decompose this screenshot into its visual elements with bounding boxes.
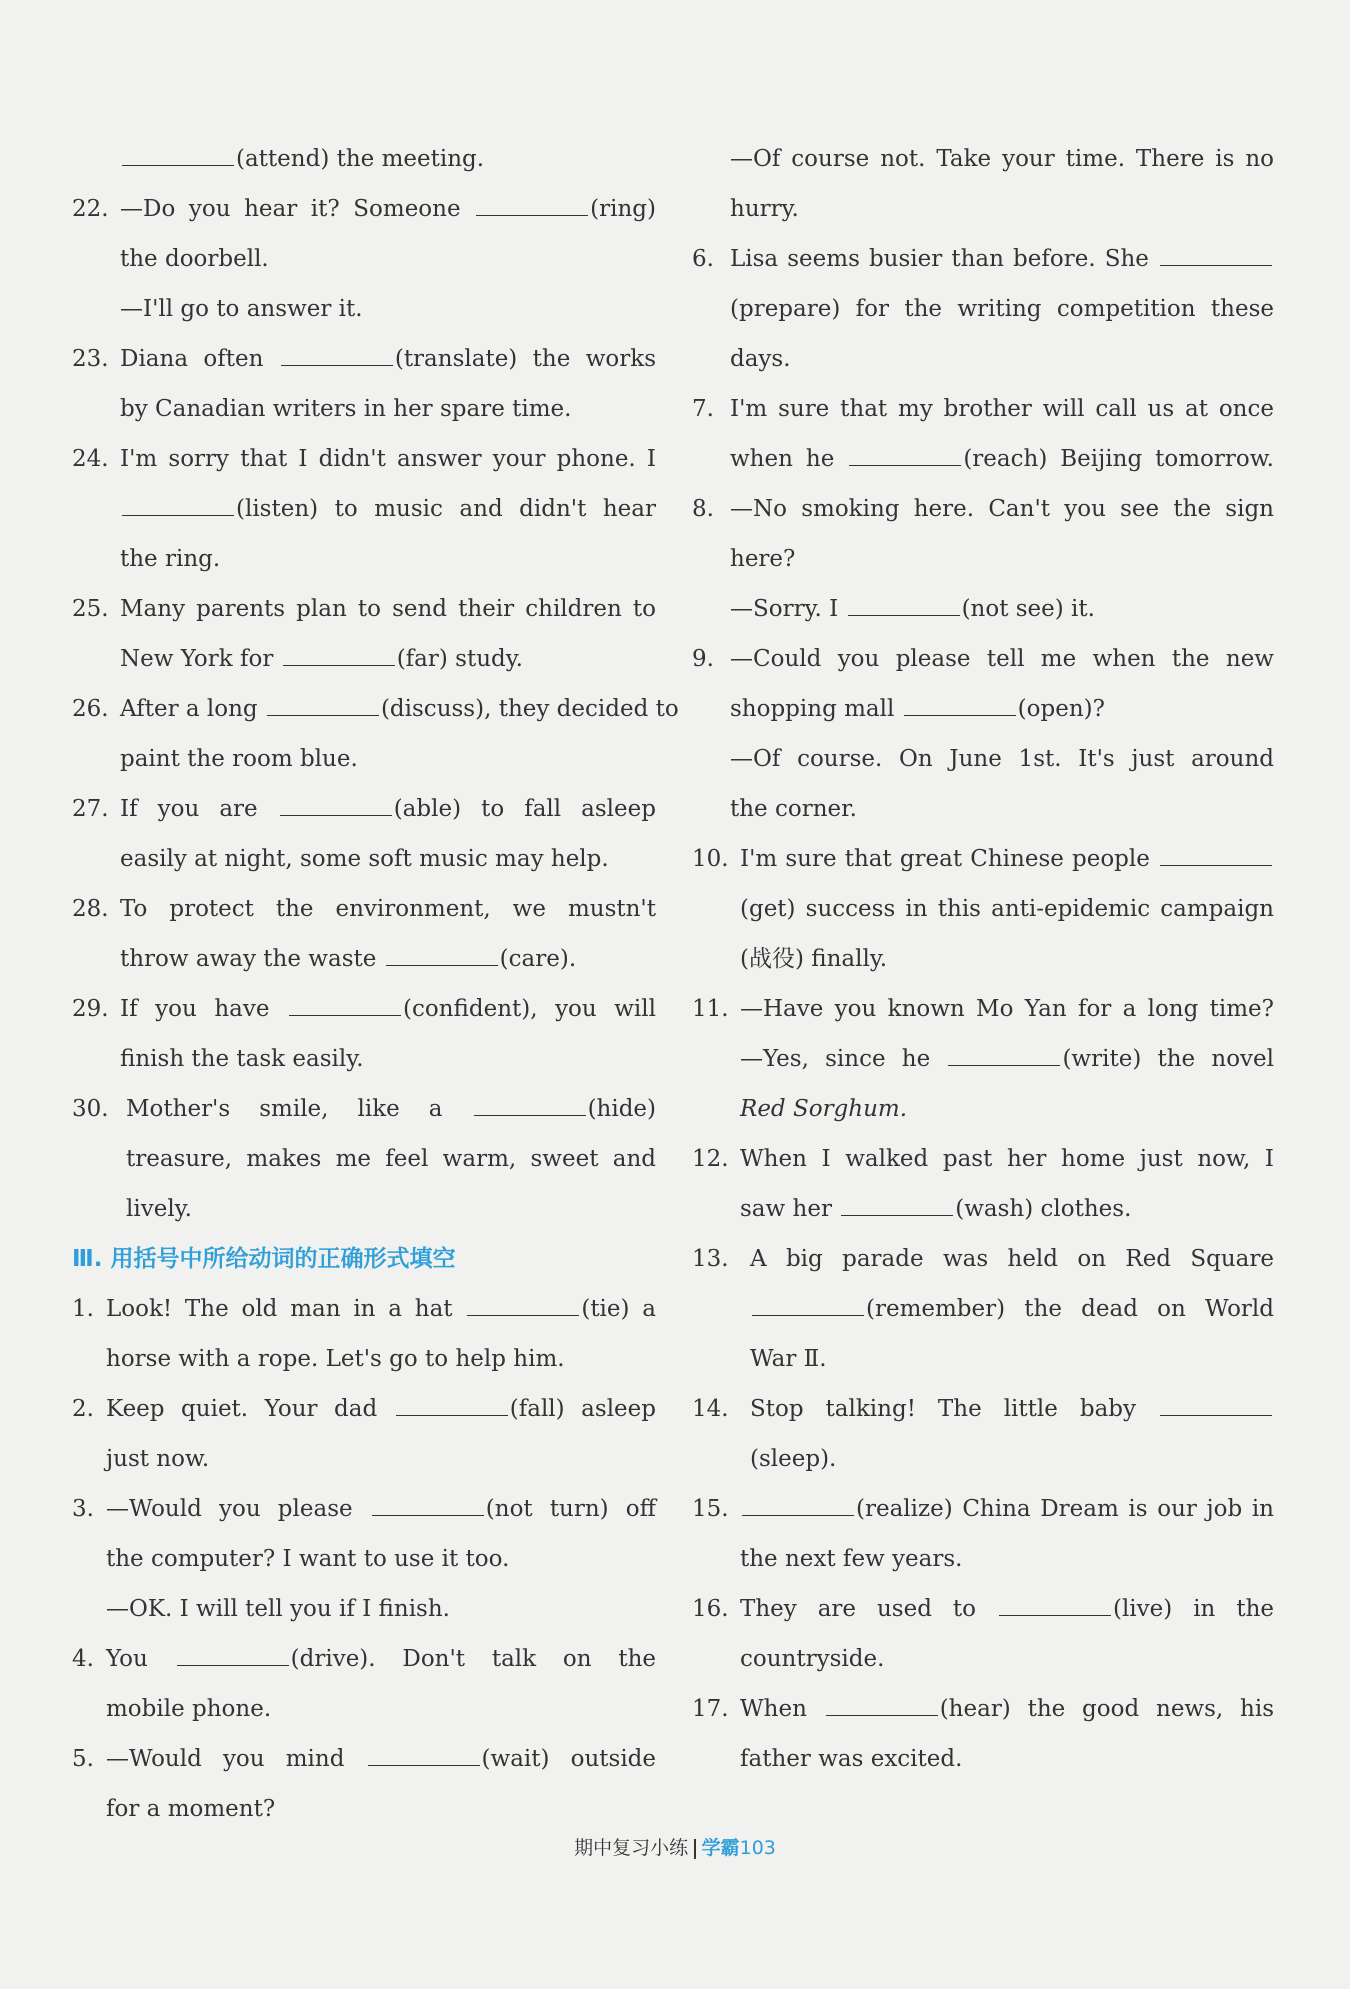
answer-blank[interactable] bbox=[386, 947, 498, 966]
question-2: 2. Keep quiet. Your dad (fall) asleep just now. bbox=[72, 1384, 656, 1484]
answer-blank[interactable] bbox=[372, 1497, 484, 1516]
question-13: 13. A big parade was held on Red Square (remember) the dead on World War Ⅱ. bbox=[692, 1234, 1274, 1384]
question-number: 28. bbox=[72, 896, 109, 922]
question-number: 22. bbox=[72, 196, 109, 222]
question-21-continued: (attend) the meeting. bbox=[72, 134, 656, 184]
question-number: 10. bbox=[692, 846, 729, 872]
answer-blank[interactable] bbox=[904, 697, 1016, 716]
question-number: 3. bbox=[72, 1496, 94, 1522]
answer-blank[interactable] bbox=[267, 697, 379, 716]
question-16: 16. They are used to (live) in the countryside. bbox=[692, 1584, 1274, 1684]
left-column bbox=[72, 134, 679, 1834]
question-26: 26. After a long (discuss), they decided to paint the room blue. bbox=[72, 684, 656, 784]
answer-blank[interactable] bbox=[841, 1197, 953, 1216]
answer-blank[interactable] bbox=[849, 447, 961, 466]
right-column bbox=[692, 134, 1274, 1784]
answer-blank[interactable] bbox=[752, 1297, 864, 1316]
question-14: 14. Stop talking! The little baby (sleep). bbox=[692, 1384, 1274, 1484]
question-number: 6. bbox=[692, 246, 714, 272]
answer-blank[interactable] bbox=[999, 1597, 1111, 1616]
question-number: 8. bbox=[692, 496, 714, 522]
question-27: 27. If you are (able) to fall asleep easily at night, some soft music may help. bbox=[72, 784, 656, 884]
question-22: 22. —Do you hear it? Someone (ring) the doorbell. —I'll go to answer it. bbox=[72, 184, 656, 334]
question-number: 25. bbox=[72, 596, 109, 622]
question-number: 13. bbox=[692, 1246, 729, 1272]
footer-label: 期中复习小练 bbox=[574, 1837, 689, 1859]
question-1: 1. Look! The old man in a hat (tie) a horse with a rope. Let's go to help him. bbox=[72, 1284, 656, 1384]
question-24: 24. I'm sorry that I didn't answer your phone. I (listen) to music and didn't hear the ring. bbox=[72, 434, 656, 584]
question-number: 27. bbox=[72, 796, 109, 822]
page-number: 103 bbox=[739, 1837, 776, 1859]
question-29: 29. If you have (confident), you will finish the task easily. bbox=[72, 984, 656, 1084]
question-28: 28. To protect the environment, we mustn't throw away the waste (care). bbox=[72, 884, 656, 984]
question-3: 3. —Would you please (not turn) off the computer? I want to use it too. —OK. I will tell you if I finish. bbox=[72, 1484, 656, 1634]
footer-brand: 学霸 bbox=[701, 1837, 740, 1859]
question-number: 17. bbox=[692, 1696, 729, 1722]
answer-blank[interactable] bbox=[948, 1047, 1060, 1066]
page-footer bbox=[0, 1833, 1350, 1860]
question-number: 9. bbox=[692, 646, 714, 672]
answer-blank[interactable] bbox=[122, 497, 234, 516]
question-15: 15. (realize) China Dream is our job in the next few years. bbox=[692, 1484, 1274, 1584]
question-4: 4. You (drive). Don't talk on the mobile phone. bbox=[72, 1634, 656, 1734]
answer-blank[interactable] bbox=[476, 197, 588, 216]
question-number: 14. bbox=[692, 1396, 729, 1422]
answer-blank[interactable] bbox=[474, 1097, 586, 1116]
question-10: 10. I'm sure that great Chinese people (get) success in this anti-epidemic campaign (战役) finally. bbox=[692, 834, 1274, 984]
question-number: 12. bbox=[692, 1146, 729, 1172]
question-number: 24. bbox=[72, 446, 109, 472]
section-heading: Ⅲ. 用括号中所给动词的正确形式填空 bbox=[72, 1246, 456, 1272]
question-number: 23. bbox=[72, 346, 109, 372]
question-5-continued: —Of course not. Take your time. There is no hurry. bbox=[730, 146, 1274, 222]
question-17: 17. When (hear) the good news, his father was excited. bbox=[692, 1684, 1274, 1784]
question-9: 9. —Could you please tell me when the new shopping mall (open)? —Of course. On June 1st. It's just around the corner. bbox=[692, 634, 1274, 834]
novel-title: Red Sorghum. bbox=[740, 1096, 908, 1122]
answer-blank[interactable] bbox=[281, 347, 393, 366]
question-12: 12. When I walked past her home just now, I saw her (wash) clothes. bbox=[692, 1134, 1274, 1234]
question-25: 25. Many parents plan to send their children to New York for (far) study. bbox=[72, 584, 656, 684]
question-number: 16. bbox=[692, 1596, 729, 1622]
answer-blank[interactable] bbox=[1160, 847, 1272, 866]
question-number: 2. bbox=[72, 1396, 94, 1422]
question-23: 23. Diana often (translate) the works by Canadian writers in her spare time. bbox=[72, 334, 656, 434]
question-number: 30. bbox=[72, 1096, 109, 1122]
answer-blank[interactable] bbox=[368, 1747, 480, 1766]
question-30: 30. Mother's smile, like a (hide) treasure, makes me feel warm, sweet and lively. bbox=[72, 1084, 656, 1234]
question-11: 11. —Have you known Mo Yan for a long time? —Yes, since he (write) the novel Red Sorghum. bbox=[692, 984, 1274, 1134]
answer-blank[interactable] bbox=[289, 997, 401, 1016]
question-6: 6. Lisa seems busier than before. She (prepare) for the writing competition these days. bbox=[692, 234, 1274, 384]
answer-blank[interactable] bbox=[1160, 1397, 1272, 1416]
question-number: 1. bbox=[72, 1296, 94, 1322]
answer-blank[interactable] bbox=[122, 147, 234, 166]
answer-blank[interactable] bbox=[742, 1497, 854, 1516]
answer-blank[interactable] bbox=[826, 1697, 938, 1716]
question-number: 7. bbox=[692, 396, 714, 422]
answer-blank[interactable] bbox=[396, 1397, 508, 1416]
question-8: 8. —No smoking here. Can't you see the sign here? —Sorry. I (not see) it. bbox=[692, 484, 1274, 634]
answer-blank[interactable] bbox=[467, 1297, 579, 1316]
question-7: 7. I'm sure that my brother will call us at once when he (reach) Beijing tomorrow. bbox=[692, 384, 1274, 484]
footer-divider bbox=[694, 1839, 696, 1859]
question-number: 29. bbox=[72, 996, 109, 1022]
question-number: 15. bbox=[692, 1496, 729, 1522]
question-number: 5. bbox=[72, 1746, 94, 1772]
answer-blank[interactable] bbox=[1160, 247, 1272, 266]
answer-blank[interactable] bbox=[280, 797, 392, 816]
answer-blank[interactable] bbox=[848, 597, 960, 616]
question-number: 11. bbox=[692, 996, 729, 1022]
question-number: 4. bbox=[72, 1646, 94, 1672]
answer-blank[interactable] bbox=[177, 1647, 289, 1666]
answer-blank[interactable] bbox=[283, 647, 395, 666]
question-number: 26. bbox=[72, 696, 109, 722]
question-5: 5. —Would you mind (wait) outside for a moment? bbox=[72, 1734, 656, 1834]
